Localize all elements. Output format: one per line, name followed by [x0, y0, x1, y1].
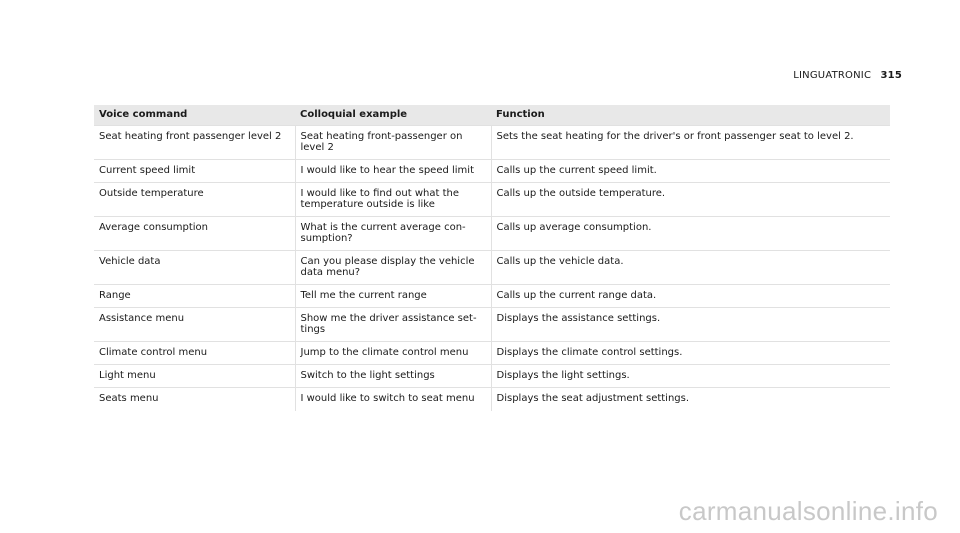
function-cell: Displays the climate control settings. — [491, 342, 890, 365]
watermark-text: carmanualsonline.info — [678, 496, 938, 526]
function-cell: Sets the seat heating for the driver's or front passenger seat to level 2. — [491, 126, 890, 160]
page-number: 315 — [880, 70, 902, 81]
table-row — [94, 365, 890, 388]
table-row — [94, 308, 890, 342]
voice-command-cell: Seats menu — [94, 388, 295, 412]
voice-command-cell: Assistance menu — [94, 308, 295, 342]
function-cell: Calls up average consumption. — [491, 217, 890, 251]
voice-command-cell: Average consumption — [94, 217, 295, 251]
table-row — [94, 342, 890, 365]
table-row — [94, 285, 890, 308]
colloquial-example-cell: Switch to the light settings — [295, 365, 491, 388]
table-row — [94, 183, 890, 217]
table-row — [94, 388, 890, 412]
table-row — [94, 251, 890, 285]
voice-command-table — [94, 105, 890, 411]
section-title: LINGUATRONIC — [793, 70, 872, 81]
colloquial-example-cell: Can you please display the vehicle data menu? — [295, 251, 491, 285]
colloquial-example-cell: What is the current average con-sumption? — [295, 217, 491, 251]
table-row — [94, 160, 890, 183]
voice-command-cell: Vehicle data — [94, 251, 295, 285]
column-header-function: Function — [491, 105, 890, 126]
voice-command-cell: Climate control menu — [94, 342, 295, 365]
voice-command-cell: Light menu — [94, 365, 295, 388]
function-cell: Calls up the current speed limit. — [491, 160, 890, 183]
colloquial-example-cell: Jump to the climate control menu — [295, 342, 491, 365]
voice-command-cell: Range — [94, 285, 295, 308]
table-row — [94, 217, 890, 251]
colloquial-example-cell: Show me the driver assistance set-tings — [295, 308, 491, 342]
table-row — [94, 126, 890, 160]
function-cell: Calls up the current range data. — [491, 285, 890, 308]
voice-command-cell: Current speed limit — [94, 160, 295, 183]
colloquial-example-cell: I would like to find out what the temperature outside is like — [295, 183, 491, 217]
colloquial-example-cell: I would like to hear the speed limit — [295, 160, 491, 183]
function-cell: Displays the assistance settings. — [491, 308, 890, 342]
column-header-voice-command: Voice command — [94, 105, 295, 126]
column-header-colloquial-example: Colloquial example — [295, 105, 491, 126]
colloquial-example-cell: Tell me the current range — [295, 285, 491, 308]
colloquial-example-cell: Seat heating front-passenger on level 2 — [295, 126, 491, 160]
voice-command-cell: Outside temperature — [94, 183, 295, 217]
table-header-row — [94, 105, 890, 126]
running-header — [793, 70, 902, 81]
voice-command-cell: Seat heating front passenger level 2 — [94, 126, 295, 160]
function-cell: Displays the seat adjustment settings. — [491, 388, 890, 412]
function-cell: Displays the light settings. — [491, 365, 890, 388]
function-cell: Calls up the outside temperature. — [491, 183, 890, 217]
colloquial-example-cell: I would like to switch to seat menu — [295, 388, 491, 412]
function-cell: Calls up the vehicle data. — [491, 251, 890, 285]
